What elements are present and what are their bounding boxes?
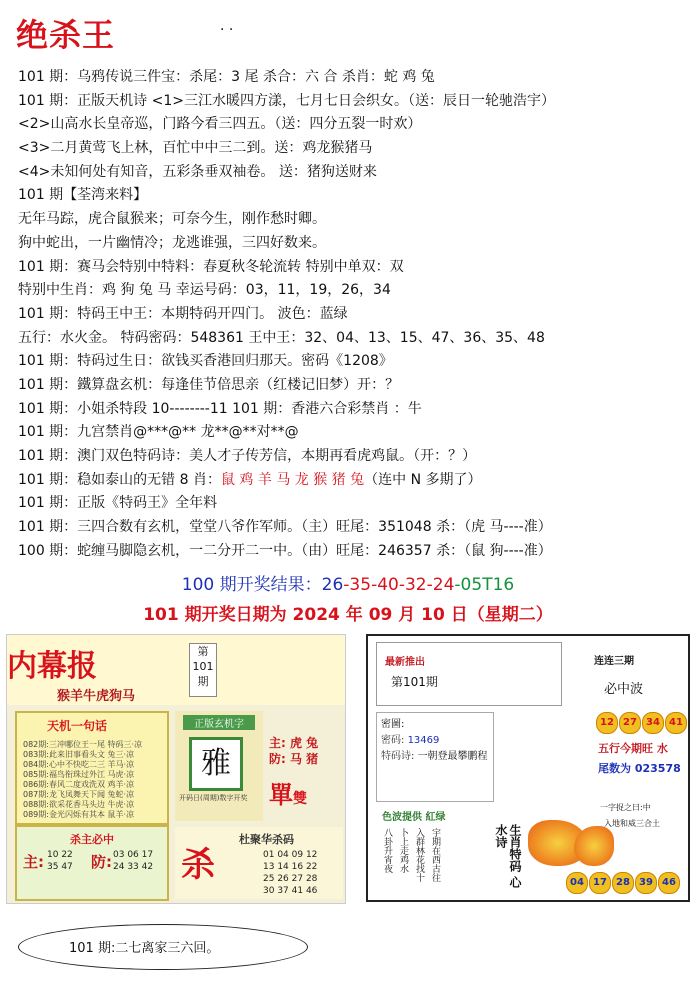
kill-number-box bbox=[175, 827, 343, 899]
one-char-hint: 一字捉之曰:中 bbox=[600, 803, 651, 812]
page-title: 绝杀王 bbox=[16, 16, 116, 54]
result-line bbox=[0, 570, 696, 595]
poem-label: 特码诗: bbox=[381, 751, 415, 762]
tianji-row: 088期:欲采花香马头边 牛虎·凉 bbox=[23, 800, 135, 809]
line: 特别中生肖：鸡 狗 兔 马 幸运号码：03，11，19，26，34 bbox=[18, 282, 391, 299]
line: 101 期：三四合数有玄机，堂堂八爷作军师。（主）旺尾：351048 杀：（虎 马----准） bbox=[18, 519, 552, 536]
tianji-row: 085期:福鸟衔珠过外江 马虎·凉 bbox=[23, 770, 135, 779]
cloud-callout bbox=[18, 924, 308, 970]
kill-number-title: 杜聚华杀码 bbox=[239, 833, 294, 846]
line: 101 期：特码过生日：欲钱买香港回归那天。密码《1208》 bbox=[18, 353, 393, 370]
result-number: -24 bbox=[426, 575, 455, 595]
top-balls bbox=[596, 710, 688, 734]
kill-main-nums bbox=[47, 849, 73, 873]
line: 101 期【荃湾来料】 bbox=[18, 187, 148, 204]
decor-dots: . . bbox=[220, 18, 234, 34]
result-number: -35 bbox=[343, 575, 372, 595]
main-guard bbox=[269, 735, 318, 767]
single-double bbox=[269, 775, 307, 810]
line: 101 期：澳门双色特码诗：美人才子传芳信，本期再看虎鸡鼠。（开：？） bbox=[18, 448, 477, 464]
collage-issue: 第101期 bbox=[189, 643, 217, 697]
issue-box bbox=[376, 642, 562, 706]
line: 狗中蛇出，一片幽情冷；龙逃谁强，三四好数来。 bbox=[18, 234, 326, 251]
eight-zodiac-suffix: （连中 N 多期了） bbox=[364, 471, 482, 488]
number-ball: 34 bbox=[642, 712, 664, 734]
collage-header-title: 内幕报 bbox=[7, 649, 97, 684]
mystery-char: 雅 bbox=[189, 737, 243, 791]
cloud-text: 101 期:二七离家三六回。 bbox=[69, 941, 220, 956]
one-char-hint-2: 入地和威三合土 bbox=[604, 819, 660, 828]
line bbox=[18, 469, 688, 493]
vertical-columns bbox=[382, 828, 446, 895]
number-ball: 27 bbox=[619, 712, 641, 734]
secret-code-label: 密码: bbox=[381, 735, 405, 746]
kill-number-grid bbox=[263, 849, 317, 897]
tianji-row: 087期:龙飞凤舞天下闻 兔蛇·凉 bbox=[23, 790, 135, 799]
number-ball: 12 bbox=[596, 712, 618, 734]
tianji-row: 086期:春风二度戏洗双 鸡羊·凉 bbox=[23, 780, 135, 789]
number-ball: 46 bbox=[658, 872, 680, 894]
double-char: 雙 bbox=[293, 791, 307, 807]
tianji-row: 084期:心中不快吃二三 羊马·凉 bbox=[23, 760, 135, 769]
line: 101 期：特码王中王：本期特码开四门。 波色：蓝绿 bbox=[18, 305, 348, 322]
prediction-lines bbox=[18, 66, 688, 563]
issue-number: 第101期 bbox=[391, 675, 438, 689]
num-row: 30 37 41 46 bbox=[263, 886, 318, 896]
color-wave: 色波提供 紅绿 bbox=[382, 812, 446, 823]
tianji-row: 083期:此来旧事看头文 兔三·凉 bbox=[23, 750, 135, 759]
number-ball: 39 bbox=[635, 872, 657, 894]
number-ball: 17 bbox=[589, 872, 611, 894]
tail-numbers: 尾数为 023578 bbox=[598, 762, 681, 775]
guard-zodiac: 防: 马 猪 bbox=[269, 752, 319, 766]
zodiac-poem-label: 生肖特码 心水诗 bbox=[494, 824, 522, 889]
result-number: -32 bbox=[398, 575, 427, 595]
poem-text: 一朝登最攀鹏程 bbox=[417, 751, 488, 762]
fire-decoration bbox=[574, 826, 614, 866]
single-char: 單 bbox=[269, 780, 293, 809]
result-number: -40 bbox=[371, 575, 399, 595]
number-ball: 04 bbox=[566, 872, 588, 894]
secret-code: 13469 bbox=[407, 735, 440, 746]
line: 五行：水火金。 特码密码：548361 王中王：32、04、13、15、47、36、35、48 bbox=[18, 329, 545, 346]
line: <4>未知何处有知音，五彩条垂双袖卷。 送：猪狗送财来 bbox=[18, 163, 377, 180]
collage-zodiacs: 猴羊牛虎狗马 bbox=[57, 689, 136, 704]
num-row: 25 26 27 28 bbox=[263, 874, 318, 884]
result-number: T16 bbox=[482, 575, 515, 595]
secret-box bbox=[376, 712, 494, 802]
line: <2>山高水长皇帝巡，门路今看三四五。（送：四分五裂一时欢） bbox=[18, 116, 422, 133]
secret-image-label: 密圖: bbox=[381, 719, 405, 730]
streak-label: 连连三期 bbox=[594, 656, 634, 667]
eight-zodiac: 鼠 鸡 羊 马 龙 猴 猪 兔 bbox=[220, 471, 365, 488]
tianji-rows bbox=[17, 734, 167, 820]
vertical-col: 入群林花找十 bbox=[414, 828, 424, 882]
num-row: 03 06 17 bbox=[113, 850, 154, 860]
result-label: 100 期开奖结果： bbox=[181, 575, 322, 595]
mystery-note: 开码日(周期)数字开奖 bbox=[179, 794, 248, 802]
mystery-title: 正版玄机字 bbox=[183, 715, 255, 730]
kill-title: 杀主必中 bbox=[70, 833, 114, 846]
line: 无年马踪，虎合鼠猴来；可奈今生，刚作愁时卿。 bbox=[18, 211, 326, 228]
main-zodiac: 主: 虎 兔 bbox=[269, 736, 319, 750]
bottom-balls bbox=[566, 870, 681, 894]
line: 101 期：赛马会特别中特料：春夏秋冬轮流转 特别中单双：双 bbox=[18, 258, 404, 275]
kill-main-label: 主: bbox=[23, 853, 44, 871]
result-number: 26 bbox=[321, 575, 344, 595]
wave-label: 必中波 bbox=[604, 682, 644, 697]
tianji-row: 089期:金光闪烁有其本 鼠羊·凉 bbox=[23, 810, 135, 819]
line: 101 期：九宫禁肖@***@** 龙**@**对**@ bbox=[18, 424, 299, 441]
left-collage-image bbox=[6, 634, 346, 904]
num-row: 13 14 16 22 bbox=[263, 862, 318, 872]
kill-char: 杀 bbox=[181, 845, 215, 885]
num-row: 10 22 bbox=[47, 850, 73, 860]
line: 100 期：蛇缠马脚隐玄机，一二分开二一中。（由）旺尾：246357 杀：（鼠 狗----准） bbox=[18, 542, 552, 559]
line: 101 期：乌鸦传说三件宝：杀尾：3 尾 杀合：六 合 杀肖：蛇 鸡 兔 bbox=[18, 69, 435, 85]
line: 101 期：正版天机诗 <1>三江水暖四方漾，七月七日会织女。（送：辰日一轮驰浩宇） bbox=[18, 92, 555, 109]
line: 101 期：鐵算盘玄机：每逢佳节倍思亲（红楼记旧梦）开：？ bbox=[18, 376, 400, 393]
vertical-col: 八卦升宵夜 bbox=[382, 828, 392, 873]
num-row: 24 33 42 bbox=[113, 862, 154, 872]
vertical-col: 宇期在西古往 bbox=[430, 828, 440, 882]
collage-header bbox=[7, 635, 345, 705]
vertical-col: 卜上走鸡水 bbox=[398, 828, 408, 873]
line: 101 期：小姐杀特段 10--------11 101 期：香港六合彩禁肖 ：牛 bbox=[18, 400, 422, 417]
mystery-char-box bbox=[175, 711, 263, 821]
tianji-box bbox=[15, 711, 169, 825]
kill-box bbox=[15, 825, 169, 901]
tianji-title: 天机一句话 bbox=[47, 719, 108, 733]
number-ball: 41 bbox=[665, 712, 687, 734]
draw-date: 101 期开奖日期为 2024 年 09 月 10 日（星期二） bbox=[143, 605, 553, 625]
line-prefix: 101 期：稳如泰山的无错 8 肖： bbox=[18, 471, 221, 488]
new-release: 最新推出 bbox=[385, 657, 425, 668]
result-number: -05 bbox=[454, 575, 483, 595]
line: 101 期：正版《特码王》全年料 bbox=[18, 495, 218, 512]
tianji-row: 082期:三冲哪位王一尾 特码三·凉 bbox=[23, 740, 143, 749]
five-elements: 五行今期旺 水 bbox=[598, 742, 668, 755]
kill-guard-label: 防: bbox=[91, 853, 112, 871]
number-ball: 28 bbox=[612, 872, 634, 894]
kill-guard-nums bbox=[113, 849, 153, 873]
line: <3>二月黄莺飞上林，百忙中中三二到。送：鸡龙猴猪马 bbox=[18, 140, 373, 157]
num-row: 35 47 bbox=[47, 862, 73, 872]
right-collage-image bbox=[366, 634, 690, 902]
num-row: 01 04 09 12 bbox=[263, 850, 318, 860]
